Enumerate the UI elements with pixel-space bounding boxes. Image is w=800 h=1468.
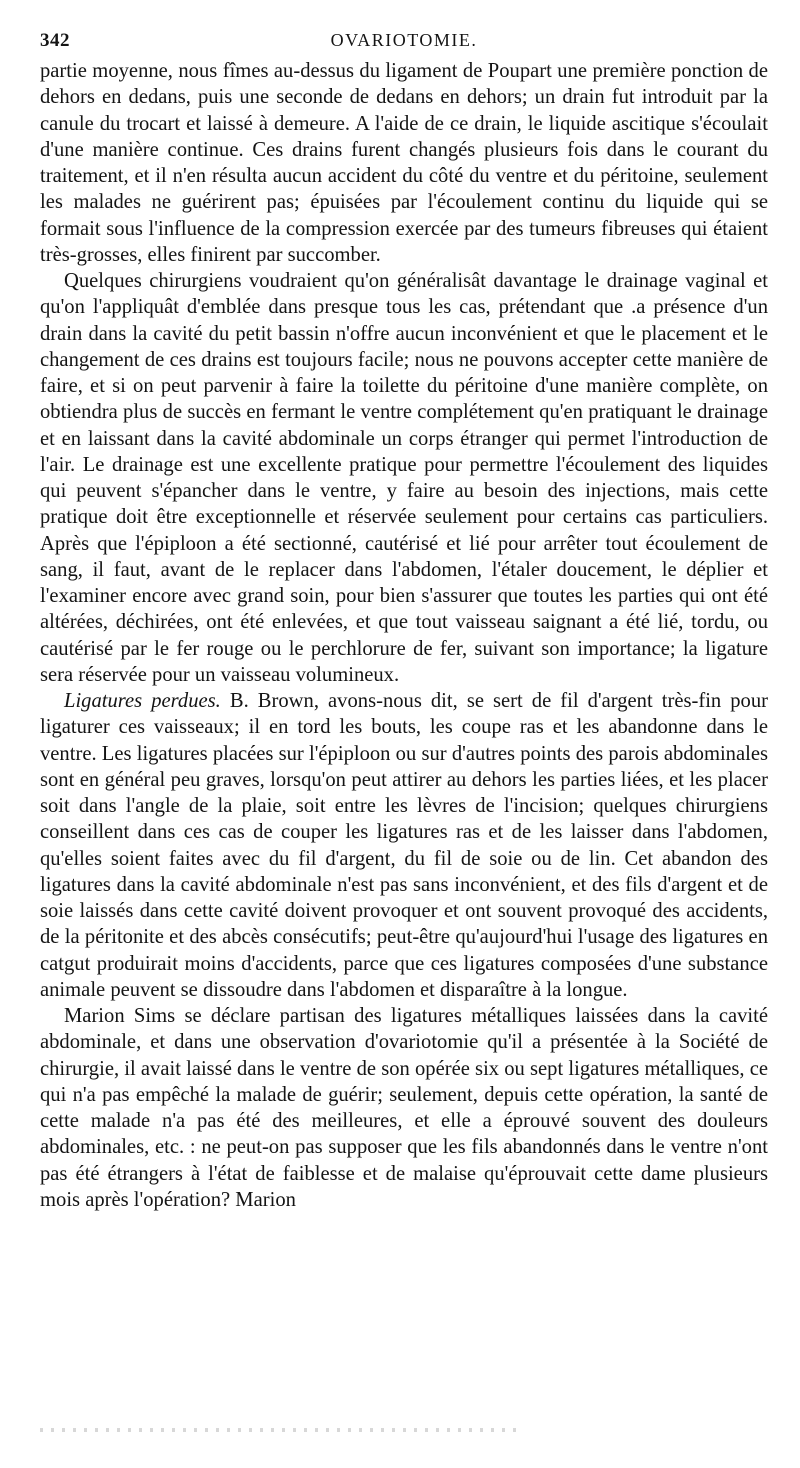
paragraph-text: Quelques chirurgiens voudraient qu'on généralisât davantage le drainage vaginal et qu'on l'appliquât d'emblée dans presque tous les cas, prétendant que .a présence d'un drain dans la cavité du petit bassin n'offre aucun inconvénient et que le placement et le changement de ces drains est toujours facile; nous ne pouvons accepter cette manière de faire, et si on peut parvenir à faire la toilette du péritoine d'une manière complète, on obtiendra plus de succès en fermant le ventre complétement qu'en pratiquant le drainage et en laissant dans la cavité abdominale un corps étranger qui permet l'introduction de l'air. Le drainage est une excellente pratique pour permettre l'écoulement des liquides qui peuvent s'épancher dans le ventre, y faire au besoin des injections, mais cette pratique doit être exceptionnelle et réservée seulement pour certains cas particuliers. Après que l'épiploon a été sectionné, cautérisé et lié pour arrêter tout écoulement de sang, il faut, avant de le replacer dans l'abdomen, l'étaler doucement, le déplier et l'examiner encore avec grand soin, pour bien s'assurer que toutes les parties qui ont été altérées, déchirées, ont été enlevées, et que tout vaisseau saignant a été lié, tordu, ou cautérisé par le fer rouge ou le perchlorure de fer, suivant son importance; la ligature sera réservée pour un vaisseau volumineux.: [40, 270, 768, 686]
page-header: [40, 22, 768, 58]
paragraph-text: partie moyenne, nous fîmes au-dessus du ligament de Poupart une première ponction de dehors en dedans, puis une seconde de dedans en dehors; un drain fut introduit par la canule du trocart et laissé à demeure. A l'aide de ce drain, le liquide ascitique s'écoulait d'une manière continue. Ces drains furent changés plusieurs fois dans le courant du traitement, et il n'en résulta aucun accident du côté du ventre et du péritoine, seulement les malades ne guérirent pas; épuisées par l'écoulement continu du liquide qui se formait sous l'influence de la compression exercée par des tumeurs fibreuses qui étaient très-grosses, elles finirent par succomber.: [40, 60, 768, 266]
paragraph-marion-sims: [40, 1003, 768, 1213]
page-number: 342: [40, 30, 70, 51]
paragraph-continuation: [40, 58, 768, 268]
paragraph-drainage: [40, 268, 768, 688]
paragraph-ligatures-perdues: [40, 688, 768, 1003]
page-body: [40, 58, 768, 1213]
paragraph-text: Marion Sims se déclare partisan des ligatures métalliques laissées dans la cavité abdominale, et dans une observation d'ovariotomie qu'il a présentée à la Société de chirurgie, il avait laissé dans le ventre de son opérée six ou sept ligatures métalliques, ce qui n'a pas empêché la malade de guérir; seulement, depuis cette opération, la santé de cette malade n'a pas été des meilleures, et elle a éprouvé souvent des douleurs abdominales, etc. : ne peut-on pas supposer que les fils abandonnés dans le ventre n'ont pas été étrangers à l'état de faiblesse et de malaise qu'éprouvait cette dame plusieurs mois après l'opération? Marion: [40, 1005, 768, 1211]
book-page: [40, 22, 768, 1213]
paragraph-text: B. Brown, avons-nous dit, se sert de fil d'argent très-fin pour ligaturer ces vaisseaux; il en tord les bouts, les coupe ras et les abandonne dans le ventre. Les ligatures placées sur l'épiploon ou sur d'autres points des parois abdominales sont en général peu graves, lorsqu'on peut attirer au dehors les parties liées, et les placer soit dans l'angle de la plaie, soit entre les lèvres de l'incision; quelques chirurgiens conseillent dans ces cas de couper les ligatures ras et de les laisser dans l'abdomen, qu'elles soient faites avec du fil d'argent, du fil de soie ou de lin. Cet abandon des ligatures dans la cavité abdominale n'est pas sans inconvénient, et des fils d'argent et de soie laissés dans cette cavité doivent provoquer et ont souvent provoqué des accidents, de la péritonite et des abcès consécutifs; peut-être qu'aujourd'hui l'usage des ligatures en catgut produirait moins d'accidents, parce que ces ligatures composées d'une substance animale peuvent se dissoudre dans l'abdomen et disparaître à la longue.: [40, 690, 768, 1001]
scan-footer-artifact: [40, 1428, 520, 1432]
section-lead-heading: Ligatures perdues.: [64, 690, 221, 712]
running-title: OVARIOTOMIE.: [330, 30, 478, 50]
